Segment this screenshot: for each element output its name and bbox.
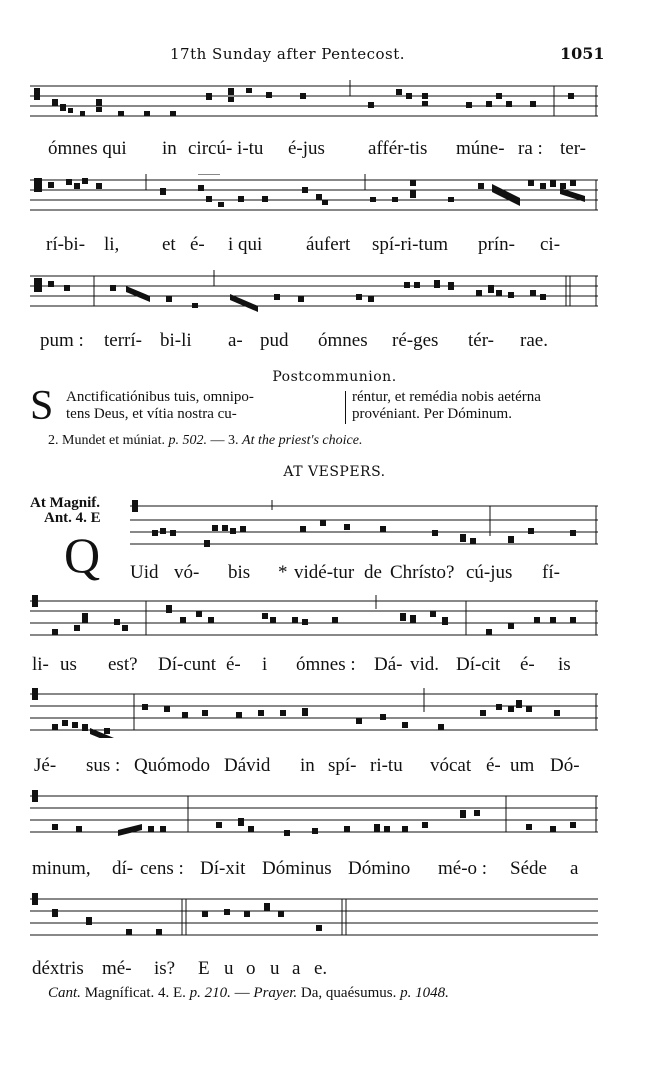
- syllable: li-: [32, 654, 49, 675]
- cant-text: Magníficat.: [84, 985, 155, 1001]
- syllable: Dómino: [348, 858, 411, 879]
- syllable: vidé-tur: [294, 562, 355, 583]
- syllable: in: [162, 138, 177, 159]
- music-staff-4: [130, 500, 598, 550]
- syllable: E: [198, 958, 210, 979]
- syllable: Dí-cunt: [158, 654, 217, 675]
- prayer-line: Anctificatiónibus tuis, omnipo-: [66, 389, 254, 405]
- prayer-line: tens Deus, et vítia nostra cu-: [66, 406, 237, 422]
- running-title: 17th Sunday after Pentecost.: [170, 45, 406, 63]
- syllable: vócat: [430, 755, 472, 776]
- syllable: é-: [486, 755, 501, 776]
- antiphon-label-1: At Magnif.: [30, 495, 100, 511]
- syllable: ré-ges: [392, 330, 439, 351]
- syllable: et: [162, 234, 176, 255]
- syllable: spí-ri-tum: [372, 234, 448, 255]
- postcommunion-prayer: [30, 383, 600, 429]
- syllable: us: [60, 654, 77, 675]
- syllable: i: [262, 654, 268, 675]
- syllable: e.: [314, 958, 328, 979]
- column-divider: [345, 391, 346, 424]
- syllable: a: [570, 858, 579, 879]
- syllable: Quómodo: [134, 755, 210, 776]
- syllable: minum,: [32, 858, 91, 879]
- syllable: um: [510, 755, 535, 776]
- prayer-column-1: [66, 389, 336, 423]
- syllable: ómnes :: [296, 654, 356, 675]
- note-italic: At the priest's choice.: [242, 433, 363, 448]
- prayer-text: Da, quaésumus.: [300, 985, 397, 1001]
- syllable: ter-: [560, 138, 586, 159]
- page-header: [0, 45, 669, 67]
- syllable: u: [270, 958, 280, 979]
- syllable: pud: [260, 330, 289, 351]
- syllable: est?: [108, 654, 138, 675]
- cant-page-ref: p. 210.: [189, 985, 231, 1001]
- music-staff-7: [30, 790, 598, 840]
- syllable: fí-: [542, 562, 560, 583]
- syllable: Dóminus: [262, 858, 332, 879]
- syllable: Jé-: [34, 755, 57, 776]
- syllable: cens :: [140, 858, 184, 879]
- antiphon-label-2: Ant. 4. E: [44, 510, 101, 526]
- syllable: Dá-: [374, 654, 403, 675]
- cant-mode: 4. E.: [158, 985, 186, 1001]
- postcommunion-heading: Postcommunion.: [272, 369, 397, 385]
- syllable: a-: [228, 330, 243, 351]
- drop-cap-s: S: [30, 383, 54, 429]
- syllable: ri-tu: [370, 755, 403, 776]
- syllable: prín-: [478, 234, 515, 255]
- music-staff-8: [30, 893, 598, 943]
- syllable: ra :: [518, 138, 543, 159]
- note-page-ref: p. 502.: [168, 433, 208, 448]
- syllable: mé-: [102, 958, 132, 979]
- music-staff-3: [30, 270, 598, 320]
- syllable: rí-bi-: [46, 234, 86, 255]
- offertory-note: [48, 433, 362, 449]
- syllable: Séde: [510, 858, 547, 879]
- music-staff-5: [30, 595, 598, 645]
- prayer-line: provéniant. Per Dóminum.: [352, 406, 512, 422]
- page-number: 1051: [560, 44, 605, 63]
- drop-cap-q: Q: [64, 527, 101, 583]
- syllable: vid.: [410, 654, 440, 675]
- syllable: é-: [190, 234, 205, 255]
- syllable: ci-: [540, 234, 561, 255]
- syllable: é-jus: [288, 138, 325, 159]
- syllable: déxtris: [32, 958, 84, 979]
- syllable: *: [278, 562, 288, 583]
- syllable: áufert: [306, 234, 351, 255]
- syllable: dí-: [112, 858, 134, 879]
- syllable: Dí-xit: [200, 858, 246, 879]
- music-staff-2: [30, 174, 598, 224]
- syllable: is?: [154, 958, 176, 979]
- syllable: circú- i-tu: [188, 138, 264, 159]
- prayer-column-2: [352, 389, 600, 423]
- syllable: u: [224, 958, 234, 979]
- syllable: é-: [226, 654, 241, 675]
- syllable: Dó-: [550, 755, 580, 776]
- cant-label: Cant.: [48, 985, 81, 1001]
- syllable: cú-jus: [466, 562, 513, 583]
- syllable: bi-li: [160, 330, 192, 351]
- syllable: in: [300, 755, 315, 776]
- syllable: sus :: [86, 755, 121, 776]
- syllable: Chrísto?: [390, 562, 455, 583]
- syllable: bis: [228, 562, 251, 583]
- syllable: Dávid: [224, 755, 271, 776]
- note-text: 2. Mundet et múniat.: [48, 433, 166, 448]
- syllable: i qui: [228, 234, 263, 255]
- syllable: múne-: [456, 138, 505, 159]
- separator-dash: —: [234, 985, 250, 1001]
- syllable: pum :: [40, 330, 84, 351]
- footer-rubric: [48, 985, 449, 1002]
- prayer-label: Prayer.: [253, 985, 298, 1001]
- prayer-line: réntur, et remédia nobis aetérna: [352, 389, 541, 405]
- syllable: ómnes qui: [48, 138, 127, 159]
- syllable: o: [246, 958, 256, 979]
- syllable: ómnes: [318, 330, 368, 351]
- music-staff-6: [30, 688, 598, 738]
- syllable: Dí-cit: [456, 654, 501, 675]
- syllable: é-: [520, 654, 535, 675]
- syllable: rae.: [520, 330, 548, 351]
- syllable: spí-: [328, 755, 357, 776]
- syllable: de: [364, 562, 382, 583]
- syllable: vó-: [174, 562, 200, 583]
- syllable: Uid: [130, 562, 159, 583]
- music-staff-1: [30, 80, 598, 130]
- syllable: affér-tis: [368, 138, 428, 159]
- vespers-heading: AT VESPERS.: [283, 464, 386, 480]
- syllable: terrí-: [104, 330, 142, 351]
- syllable: is: [558, 654, 571, 675]
- syllable: mé-o :: [438, 858, 488, 879]
- syllable: a: [292, 958, 301, 979]
- note-text-2: — 3.: [210, 433, 239, 448]
- syllable: tér-: [468, 330, 494, 351]
- prayer-page-ref: p. 1048.: [400, 985, 449, 1001]
- syllable: li,: [104, 234, 120, 255]
